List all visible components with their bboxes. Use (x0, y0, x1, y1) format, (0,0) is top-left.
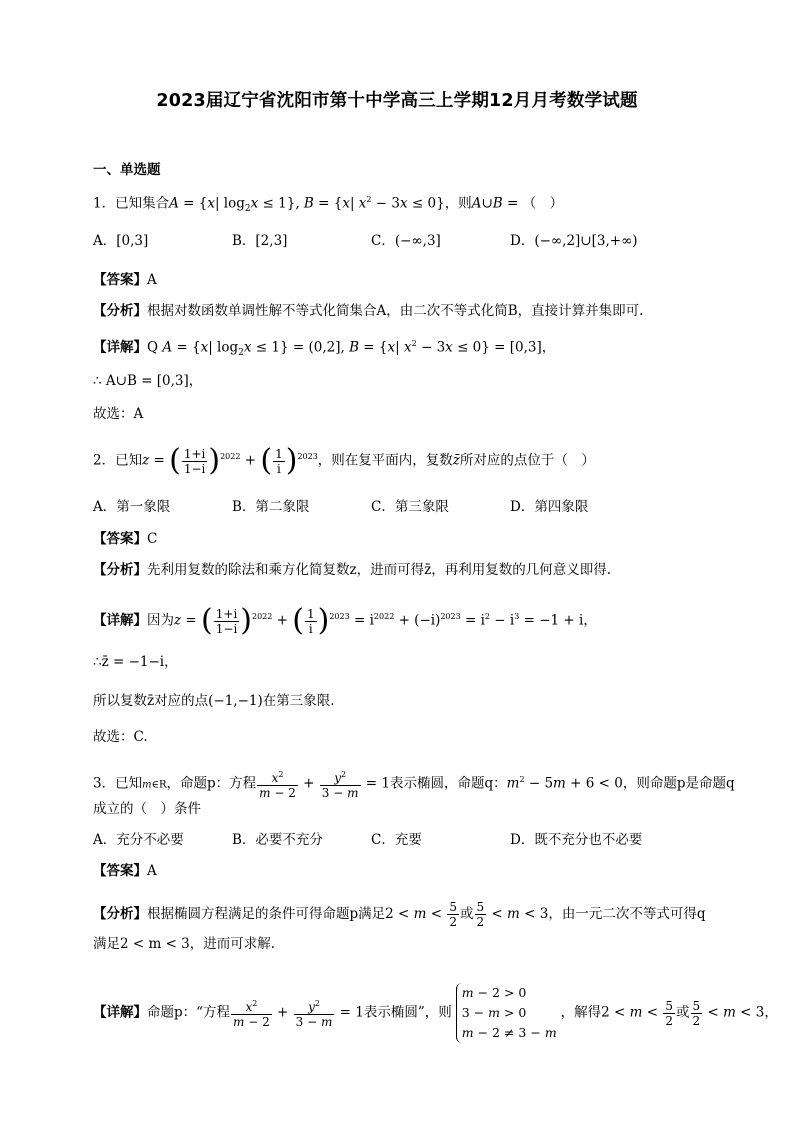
q2-analysis: 【分析】先利用复数的除法和乘方化简复数z，进而可得z̄，再利用复数的几何意义即得. (93, 562, 612, 578)
q3-answer: 【答案】A (93, 863, 157, 879)
q2-option-c: C．第三象限 (371, 499, 449, 515)
q2-stem: 2．已知z = ( $\frac{1+i}{1-i}$ )$^{2022}$ + ( $\frac{1}{i}$ )$^{2023}$，则在复平面内，复数z̄所对应的点位于（ ） (93, 443, 595, 478)
q1-choose: 故选：A (93, 406, 144, 422)
q3-analysis: 【分析】根据椭圆方程满足的条件可得命题p满足2 < m < $\frac{5}{2}$ 或 $\frac{5}{2}$ < m < 3，由一元二次不等式可得q (93, 900, 706, 929)
q2-option-b: B．第二象限 (232, 499, 310, 515)
q2-answer: 【答案】C (93, 531, 158, 547)
q1-detail: 【详解】Q A = {x| $\log_2x \le 1\} = (0,2]$, B = {x| $x^2 - 3x \le 0\} = [0,3]$， (93, 339, 556, 359)
q1-option-a: A．[0,3] (93, 233, 149, 249)
q2-detail: 【详解】因为z = ( $\frac{1+i}{1-i}$ )$^{2022}$ + ( $\frac{1}{i}$ )$^{2023} = i^{2022} + (-i)^{2023} = i^2 - i^3 = -1 + i$， (93, 603, 597, 638)
q1-answer: 【答案】A (93, 272, 157, 288)
q3-stem-line2: 成立的（ ）条件 (93, 801, 201, 817)
q3-stem: 3．已知m∈R，命题p：方程 $\frac{x^2}{m - 2}$ + $\frac{y^2}{3 - m}$ = 1表示椭圆，命题q：$m^2 - 5m + 6 < 0$，则命题p是命题q (93, 770, 735, 800)
q3-detail: 【详解】命题p：“方程 $\frac{x^2}{m - 2}$ + $\frac{y^2}{3 - m}$ = 1表示椭圆”，则 m − 2 > 0 3 − m > 0 m − 2 ≠ 3 − m ，解得2 < m < $\frac{5}{2}$ 或 $\frac{5}{2}$ < m < 3， (93, 983, 778, 1043)
q1-detail-line2: ∴ A∪B = [0,3]， (93, 373, 203, 389)
q3-option-d: D．既不充分也不必要 (510, 832, 643, 848)
q2-option-d: D．第四象限 (510, 499, 589, 515)
q3-analysis-line2: 满足2 < m < 3，进而可求解. (93, 936, 276, 952)
q2-option-a: A．第一象限 (93, 499, 171, 515)
section-heading: 一、单选题 (93, 162, 161, 178)
q1-stem: 1．已知集合A = {x| $\log_2x \le 1$}, B = {x| $x^2 - 3x \le 0$}，则A∪B = （ ） (93, 195, 564, 215)
q2-choose: 故选：C. (93, 729, 148, 745)
q2-point: 所以复数z̄对应的点(−1,−1)在第三象限． (93, 693, 344, 709)
q1-analysis: 【分析】根据对数函数单调性解不等式化简集合A，由二次不等式化简B，直接计算并集即可. (93, 303, 644, 319)
q1-option-c: C．(−∞,3] (371, 233, 441, 249)
page-title: 2023届辽宁省沈阳市第十中学高三上学期12月月考数学试题 (156, 91, 638, 111)
q1-option-b: B．[2,3] (232, 233, 288, 249)
q3-option-b: B．必要不充分 (232, 832, 323, 848)
q2-conjugate: ∴z̄ = −1−i， (93, 654, 178, 670)
inequality-system: m − 2 > 0 3 − m > 0 m − 2 ≠ 3 − m (456, 983, 557, 1043)
q3-option-c: C．充要 (371, 832, 422, 848)
q3-option-a: A．充分不必要 (93, 832, 184, 848)
q1-option-d: D．(−∞,2]∪[3,+∞) (510, 233, 638, 249)
